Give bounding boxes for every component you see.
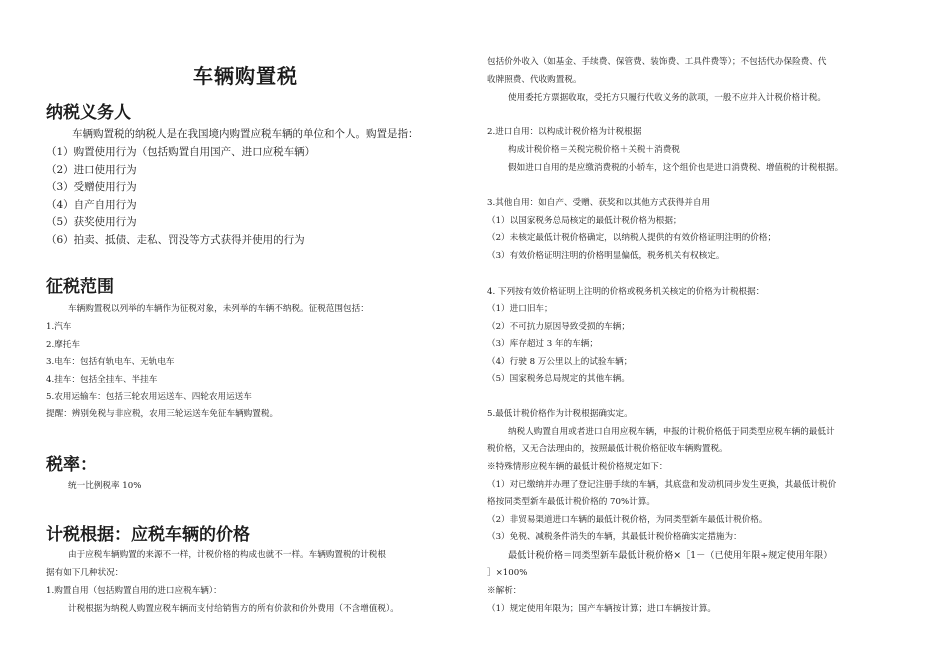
list-item: 5.农用运输车：包括三轮农用运送车、四轮农用运送车 bbox=[46, 392, 252, 402]
list-item: （3）有效价格证明注明的价格明显偏低，税务机关有权核定。 bbox=[487, 251, 725, 261]
paragraph: 纳税人购置自用或者进口自用应税车辆，申报的计税价格低于同类型应税车辆的最低计 bbox=[508, 427, 835, 437]
list-item: （2）未核定最低计税价格确定，以纳税人提供的有效价格证明注明的价格； bbox=[487, 233, 777, 243]
list-item: （4）行驶 8 万公里以上的试验车辆； bbox=[487, 357, 633, 367]
paragraph: 据有如下几种状况： bbox=[46, 568, 124, 578]
list-item: 提醒：辨别免税与非应税，农用三轮运送车免征车辆购置税。 bbox=[46, 409, 279, 419]
paragraph: 计税根据为纳税人购置应税车辆而支付给销售方的所有价款和价外费用（不含增值税）。 bbox=[68, 604, 399, 614]
list-item: （1）购置使用行为（包括购置自用国产、进口应税车辆） bbox=[46, 146, 316, 158]
paragraph: ※特殊情形应税车辆的最低计税价格规定如下： bbox=[487, 462, 668, 472]
list-item: （2）进口使用行为 bbox=[46, 164, 137, 176]
paragraph: 构成计税价格＝关税完税价格＋关税＋消费税 bbox=[508, 145, 680, 155]
document-title: 车辆购置税 bbox=[193, 64, 298, 88]
list-item: （1）对已缴纳并办理了登记注册手续的车辆，其底盘和发动机同步发生更换，其最低计税价 bbox=[487, 480, 837, 490]
list-item: （5）获奖使用行为 bbox=[46, 216, 137, 228]
list-item: （3）受赠使用行为 bbox=[46, 181, 137, 193]
list-item: （6）拍卖、抵债、走私、罚没等方式获得并使用的行为 bbox=[46, 234, 305, 246]
paragraph: 3.其他自用：如自产、受赠、获奖和以其他方式获得并自用 bbox=[487, 198, 711, 208]
list-item: （5）国家税务总局规定的其他车辆。 bbox=[487, 374, 630, 384]
paragraph: 统一比例税率 10% bbox=[68, 481, 142, 491]
paragraph: 5.最低计税价格作为计税根据确实定。 bbox=[487, 409, 633, 419]
list-item: 格按同类型新车最低计税价格的 70%计算。 bbox=[487, 497, 655, 507]
list-item: （3）免税、减税条件消失的车辆，其最低计税价格确实定措施为： bbox=[487, 532, 742, 542]
heading-scope: 征税范围 bbox=[46, 277, 114, 297]
heading-tax-rate: 税率： bbox=[46, 455, 97, 475]
heading-tax-basis: 计税根据：应税车辆的价格 bbox=[46, 525, 250, 545]
list-item: 2.摩托车 bbox=[46, 340, 80, 350]
paragraph: 4. 下列按有效价格证明上注明的价格或税务机关核定的价格为计税根据： bbox=[487, 287, 765, 297]
list-item: （3）库存超过 3 年的车辆； bbox=[487, 339, 598, 349]
list-item: （1）以国家税务总局核定的最低计税价格为根据； bbox=[487, 216, 682, 226]
heading-taxpayer: 纳税义务人 bbox=[46, 103, 131, 123]
paragraph: 税价格，又无合法理由的，按照最低计税价格征收车辆购置税。 bbox=[487, 444, 728, 454]
paragraph: 1.购置自用（包括购置自用的进口应税车辆）： bbox=[46, 586, 222, 596]
paragraph: 包括价外收入（如基金、手续费、保管费、装饰费、工具件费等）；不包括代办保险费、代 bbox=[487, 57, 827, 67]
list-item: 3.电车：包括有轨电车、无轨电车 bbox=[46, 357, 175, 367]
list-item: （1）进口旧车； bbox=[487, 304, 553, 314]
list-item: 1.汽车 bbox=[46, 322, 72, 332]
paragraph: 假如进口自用的是应缴消费税的小轿车，这个组价也是进口消费税、增值税的计税根据。 bbox=[508, 163, 844, 173]
list-item: （2）非贸易渠道进口车辆的最低计税价格，为同类型新车最低计税价格。 bbox=[487, 515, 768, 525]
list-item: （4）自产自用行为 bbox=[46, 199, 137, 211]
formula: 最低计税价格＝同类型新车最低计税价格×［1－（已使用年限÷规定使用年限） bbox=[508, 550, 833, 561]
formula: ］×100% bbox=[487, 568, 528, 578]
paragraph: 收牌照费、代收购置税。 bbox=[487, 75, 582, 85]
paragraph: 使用委托方票据收取，受托方只履行代收义务的款项，一般不应并入计税价格计税。 bbox=[508, 93, 826, 103]
paragraph: ※解析： bbox=[487, 586, 522, 596]
paragraph: 2.进口自用：以构成计税价格为计税根据 bbox=[487, 127, 642, 137]
paragraph: 车辆购置税以列举的车辆作为征税对象，未列举的车辆不纳税。征税范围包括： bbox=[68, 304, 369, 314]
list-item: 4.挂车：包括全挂车、半挂车 bbox=[46, 375, 158, 385]
list-item: （1）规定使用年限为；国产车辆按计算；进口车辆按计算。 bbox=[487, 604, 716, 614]
paragraph: 由于应税车辆购置的来源不一样，计税价格的构成也就不一样。车辆购置税的计税根 bbox=[68, 550, 386, 560]
list-item: （2）不可抗力原因导致受损的车辆； bbox=[487, 322, 630, 332]
paragraph: 车辆购置税的纳税人是在我国境内购置应税车辆的单位和个人。购置是指： bbox=[72, 128, 419, 140]
